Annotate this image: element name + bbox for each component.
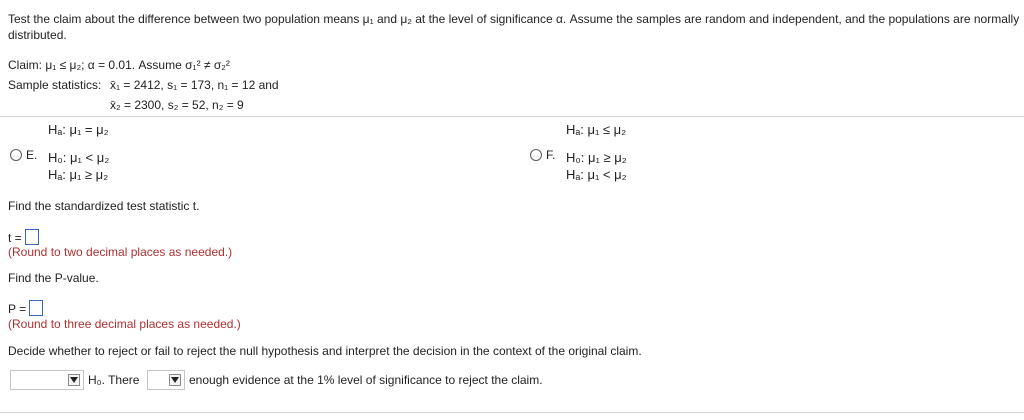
sample-stats-line2: x̄₂ = 2300, s₂ = 52, n₂ = 9 <box>110 98 244 112</box>
reject-decision-select[interactable] <box>10 370 84 390</box>
section-divider <box>0 116 1024 117</box>
p-value-prompt: Find the P-value. <box>8 271 99 285</box>
option-e-radio[interactable] <box>10 149 22 163</box>
option-f-letter: F. <box>546 148 556 162</box>
option-e-letter: E. <box>26 148 38 162</box>
test-statistic-label: t = <box>8 231 22 245</box>
option-f-h0: H₀: μ₁ ≥ μ₂ <box>566 150 627 165</box>
option-f-ha: Hₐ: μ₁ < μ₂ <box>566 167 627 182</box>
test-statistic-input[interactable] <box>25 229 39 245</box>
p-value-label: P = <box>8 302 27 316</box>
sample-stats-line1: x̄₁ = 2412, s₁ = 173, n₁ = 12 and <box>110 78 279 92</box>
option-f-radio[interactable] <box>530 149 542 163</box>
decision-h0-text: H₀. There <box>88 373 140 387</box>
p-value-hint: (Round to three decimal places as needed.) <box>8 317 241 331</box>
sample-stats-label: Sample statistics: <box>8 78 102 92</box>
test-statistic-prompt: Find the standardized test statistic t. <box>8 199 200 213</box>
problem-intro-line2: distributed. <box>8 28 67 42</box>
option-d-ha: Hₐ: μ₁ = μ₂ <box>48 122 109 137</box>
problem-intro-line1: Test the claim about the difference between two population means μ₁ and μ₂ at the level of significance α. Assume the samples are random and independent, and the populations are normally <box>8 12 1020 26</box>
option-c-ha: Hₐ: μ₁ ≤ μ₂ <box>566 122 627 137</box>
option-e-h0: H₀: μ₁ < μ₂ <box>48 150 110 165</box>
decision-tail-text: enough evidence at the 1% level of significance to reject the claim. <box>189 373 543 387</box>
claim-text: Claim: μ₁ ≤ μ₂; α = 0.01. Assume σ₁² ≠ σ₂² <box>8 58 230 72</box>
decision-prompt: Decide whether to reject or fail to reject the null hypothesis and interpret the decision in the context of the original claim. <box>8 344 642 358</box>
p-value-input[interactable] <box>29 300 43 316</box>
footer-divider <box>0 412 1024 413</box>
test-statistic-hint: (Round to two decimal places as needed.) <box>8 245 233 259</box>
chevron-down-icon <box>169 374 181 386</box>
chevron-down-icon <box>68 374 80 386</box>
evidence-select[interactable] <box>147 370 185 390</box>
option-e-ha: Hₐ: μ₁ ≥ μ₂ <box>48 167 109 182</box>
